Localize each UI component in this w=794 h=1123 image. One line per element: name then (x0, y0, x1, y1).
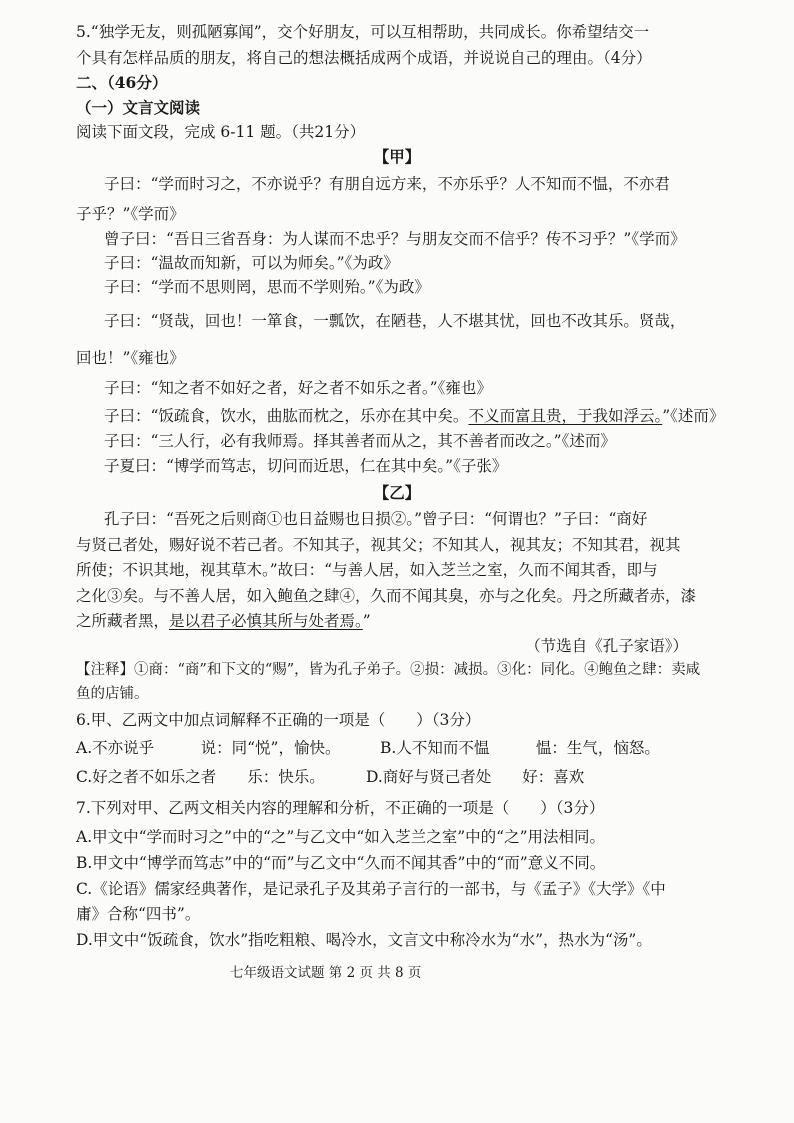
passage-jia-title: 【甲】 (373, 147, 421, 166)
yi-line-2: 与贤己者处，赐好说不若己者。不知其子，视其父；不知其人，视其友；不知其君，视其 (76, 536, 681, 554)
q6-option-a: A.不亦说乎 说：同“悦”，愉快。 (76, 739, 341, 757)
subsection-heading: （一）文言文阅读 (76, 98, 201, 117)
jia-p1-line-2: 子乎？”《学而》 (76, 205, 185, 223)
passage-yi-title: 【乙】 (373, 483, 421, 502)
jia-p7-pre: 子曰：“饭疏食，饮水，曲肱而枕之，乐亦在其中矣。 (104, 407, 469, 425)
yi-line-5-post: ” (362, 612, 371, 630)
notes-line-2: 鱼的店铺。 (76, 686, 149, 702)
q7-option-c-line-2: 庸》合称“四书”。 (76, 905, 201, 923)
jia-p7-post: ”《述而》 (662, 407, 725, 425)
q6-option-c: C.好之者不如乐之者 乐：快乐。 (76, 768, 325, 786)
q5-line-2: 个具有怎样品质的朋友，将自己的想法概括成两个成语，并说说自己的理由。（4分） (76, 49, 652, 67)
q7-option-d: D.甲文中“饭疏食，饮水”指吃粗粮、喝冷水，文言文中称冷水为“水”，热水为“汤”。 (76, 931, 652, 949)
yi-source: （节选自《孔子家语》） (525, 637, 688, 655)
q7-option-a: A.甲文中“学而时习之”中的“之”与乙文中“如入芝兰之室”中的“之”用法相同。 (76, 828, 606, 846)
yi-line-5-pre: 之所藏者黑， (76, 612, 170, 630)
q7-option-b: B.甲文中“博学而笃志”中的“而”与乙文中“久而不闻其香”中的“而”意义不同。 (76, 854, 606, 872)
jia-p4: 子曰：“学而不思则罔，思而不学则殆。”《为政》 (104, 278, 430, 296)
q6-option-d: D.商好与贤己者处 好：喜欢 (366, 768, 585, 786)
page-footer: 七年级语文试题 第 2 页 共 8 页 (230, 965, 422, 981)
jia-p5-line-2: 回也！”《雍也》 (76, 349, 185, 367)
jia-p5-line-1: 子曰：“贤哉，回也！一箪食，一瓢饮，在陋巷，人不堪其忧，回也不改其乐。贤哉， (104, 312, 686, 330)
yi-line-1: 孔子曰：“吾死之后则商①也日益赐也日损②。”曾子曰：“何谓也？”子曰：“商好 (104, 510, 648, 528)
q7-option-c-line-1: C.《论语》儒家经典著作，是记录孔子及其弟子言行的一部书，与《孟子》《大学》《中 (76, 880, 666, 898)
jia-p3: 子曰：“温故而知新，可以为师矣。”《为政》 (104, 254, 399, 272)
jia-p7-underlined: 不义而富且贵，于我如浮云。 (468, 407, 663, 425)
yi-line-4: 之化③矣。与不善人居，如入鲍鱼之肆④，久而不闻其臭，亦与之化矣。丹之所藏者赤，漆 (76, 587, 697, 605)
yi-line-5 (76, 610, 371, 632)
section-heading: 二、（46分） (76, 73, 168, 92)
jia-p8: 子曰：“三人行，必有我师焉。择其善者而从之，其不善者而改之。”《述而》 (104, 432, 616, 450)
q5-line-1: 5.“独学无友，则孤陋寡闻”，交个好朋友，可以互相帮助，共同成长。你希望结交一 (76, 23, 650, 41)
jia-p9: 子夏曰：“博学而笃志，切问而近思，仁在其中矣。”《子张》 (104, 457, 508, 475)
yi-line-3: 所使；不识其地，视其草木。”故曰：“与善人居，如入芝兰之室，久而不闻其香，即与 (76, 561, 658, 579)
notes-line-1: 【注释】①商：“商”和下文的“赐”，皆为孔子弟子。②损：减损。③化：同化。④鲍鱼之肆：卖咸 (76, 662, 701, 678)
jia-p2: 曾子曰：“吾日三省吾身：为人谋而不忠乎？与朋友交而不信乎？传不习乎？”《学而》 (104, 230, 686, 248)
instruction: 阅读下面文段，完成 6-11 题。（共21分） (76, 123, 366, 141)
jia-p6: 子曰：“知之者不如好之者，好之者不如乐之者。”《雍也》 (104, 379, 492, 397)
q7-stem: 7.下列对甲、乙两文相关内容的理解和分析，不正确的一项是（ ）（3分） (76, 799, 605, 817)
yi-line-5-underlined: 是以君子必慎其所与处者焉。 (169, 612, 363, 630)
q6-option-b: B.人不知而不愠 愠：生气，恼怒。 (380, 739, 660, 757)
jia-p1-line-1: 子曰：“学而时习之，不亦说乎？有朋自远方来，不亦乐乎？人不知而不愠，不亦君 (104, 175, 670, 193)
q6-stem: 6.甲、乙两文中加点词解释不正确的一项是（ ）（3分） (76, 711, 481, 729)
jia-p7 (104, 405, 724, 427)
